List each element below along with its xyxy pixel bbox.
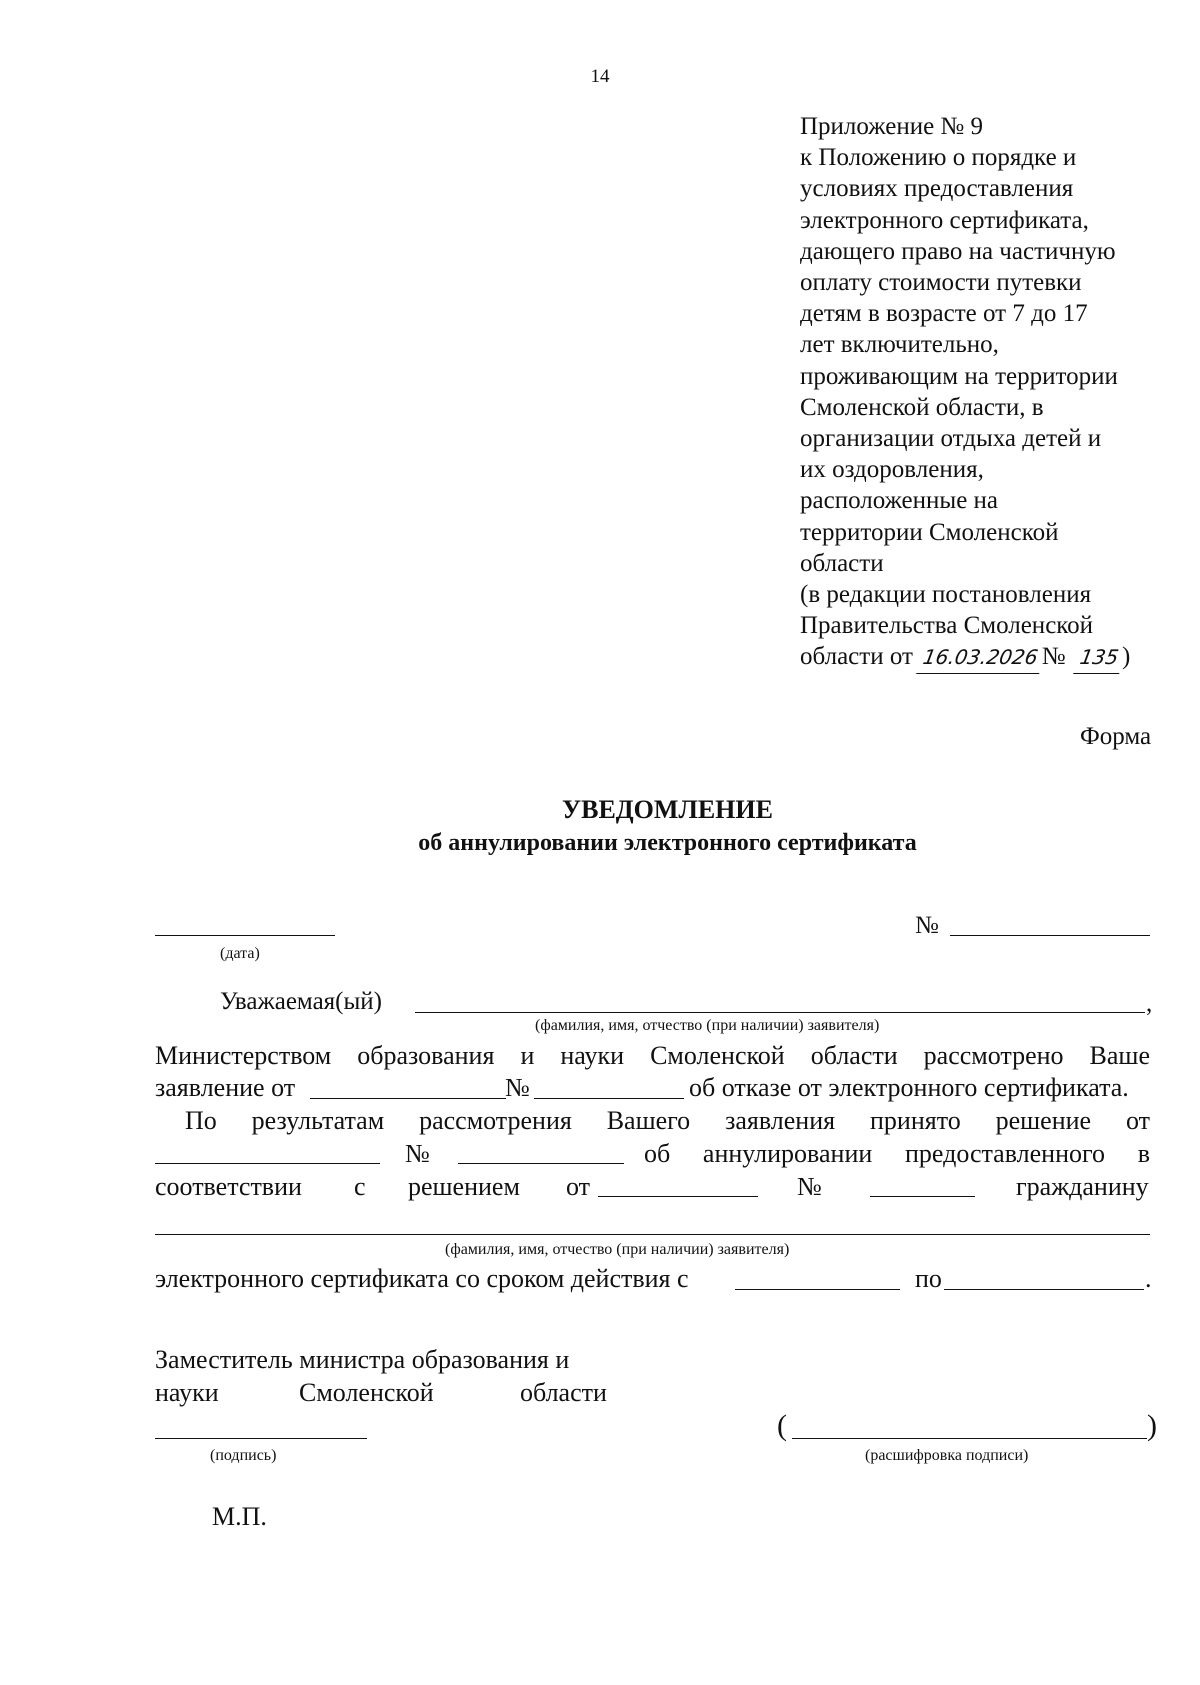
- appendix-line: расположенные на: [800, 487, 999, 515]
- appendix-line: к Положению о порядке и: [800, 144, 1077, 172]
- application-date-blank-line: [310, 1098, 506, 1099]
- handwritten-date: 16.03.2026: [916, 642, 1044, 674]
- citizen-name-blank-line: [155, 1234, 1150, 1235]
- validity-to-label: по: [915, 1264, 942, 1293]
- ruling-number-blank-line: [870, 1196, 975, 1197]
- from-word: от: [566, 1172, 591, 1201]
- application-from-label: заявление от: [155, 1073, 296, 1102]
- appendix-line: электронного сертификата,: [800, 206, 1089, 234]
- appendix-line: Правительства Смоленской: [800, 612, 1094, 640]
- official-position-line-1: Заместитель министра образования и: [155, 1345, 570, 1374]
- appendix-line: лет включительно,: [800, 331, 999, 359]
- page-number: 14: [590, 66, 610, 87]
- body-line-1: Министерством образования и науки Смоленской области рассмотрено Ваше: [155, 1041, 1150, 1070]
- notice-number-blank-line: [950, 935, 1150, 936]
- accordance-word: соответствии: [155, 1172, 302, 1201]
- validity-period: .: [1145, 1264, 1152, 1293]
- applicant-name-blank-line: [415, 1012, 1145, 1013]
- validity-start-blank-line: [735, 1289, 900, 1290]
- appendix-line: условиях предоставления: [800, 175, 1074, 203]
- signature-blank-line: [155, 1438, 367, 1439]
- annulment-text: об аннулировании предоставленного в: [644, 1139, 1150, 1168]
- appendix-line: детям в возрасте от 7 до 17: [800, 300, 1088, 328]
- ruling-date-blank-line: [598, 1196, 758, 1197]
- with-word: с: [354, 1172, 366, 1201]
- decode-close-paren: ): [1147, 1409, 1157, 1442]
- decode-open-paren: (: [777, 1409, 787, 1442]
- appendix-line: Смоленской области, в: [800, 393, 1044, 421]
- body-line-3: По результатам рассмотрения Вашего заявления принято решение от: [185, 1106, 1150, 1135]
- signature-decode-caption: (расшифровка подписи): [865, 1447, 1029, 1464]
- document-title: УВЕДОМЛЕНИЕ: [562, 795, 773, 824]
- document-subtitle: об аннулировании электронного сертификата: [418, 830, 917, 856]
- appendix-date-prefix: области от: [800, 643, 913, 671]
- official-position-word-region: области: [520, 1378, 607, 1407]
- greeting-comma: ,: [1146, 990, 1153, 1017]
- appendix-line: (в редакции постановления: [800, 581, 1092, 609]
- appendix-line: проживающим на территории: [800, 362, 1118, 390]
- appendix-line: их оздоровления,: [800, 456, 984, 484]
- appendix-line: организации отдыха детей и: [800, 425, 1102, 453]
- stamp-place-label: М.П.: [212, 1502, 267, 1531]
- appendix-last-line: [800, 641, 1180, 674]
- application-number-sign: №: [505, 1073, 530, 1102]
- appendix-line: области: [800, 549, 884, 577]
- application-number-blank-line: [534, 1098, 684, 1099]
- decision-number-blank-line: [458, 1163, 624, 1164]
- signature-caption: (подпись): [210, 1447, 277, 1464]
- appendix-line: оплату стоимости путевки: [800, 269, 1082, 297]
- validity-end-blank-line: [944, 1289, 1144, 1290]
- decision-word: решением: [408, 1172, 520, 1201]
- handwritten-number: 135: [1073, 642, 1125, 674]
- decision-date-blank-line: [155, 1163, 380, 1164]
- date-caption: (дата): [220, 945, 260, 962]
- decision-number-sign: №: [405, 1139, 430, 1168]
- appendix-line: территории Смоленской: [800, 518, 1059, 546]
- applicant-name-caption: (фамилия, имя, отчество (при наличии) заявителя): [535, 1017, 880, 1034]
- appendix-line: Приложение № 9: [800, 113, 984, 140]
- citizen-word: гражданину: [1016, 1172, 1149, 1201]
- official-position-word-smolensk: Смоленской: [299, 1378, 434, 1407]
- citizen-name-caption: (фамилия, имя, отчество (при наличии) заявителя): [445, 1241, 790, 1258]
- official-position-word-science: науки: [155, 1378, 219, 1407]
- date-blank-line: [155, 935, 335, 936]
- refusal-text: об отказе от электронного сертификата.: [689, 1073, 1129, 1102]
- notice-number-sign: №: [915, 912, 939, 939]
- greeting-label: Уважаемая(ый): [220, 988, 382, 1015]
- form-label: Форма: [1080, 723, 1152, 750]
- ruling-number-sign: №: [797, 1172, 822, 1201]
- appendix-line: дающего право на частичную: [800, 237, 1116, 265]
- validity-label: электронного сертификата со сроком действия с: [155, 1264, 689, 1293]
- signature-decode-blank-line: [792, 1438, 1147, 1439]
- appendix-block: [800, 111, 1180, 675]
- close-paren: ): [1121, 643, 1131, 671]
- number-sign: №: [1041, 643, 1066, 671]
